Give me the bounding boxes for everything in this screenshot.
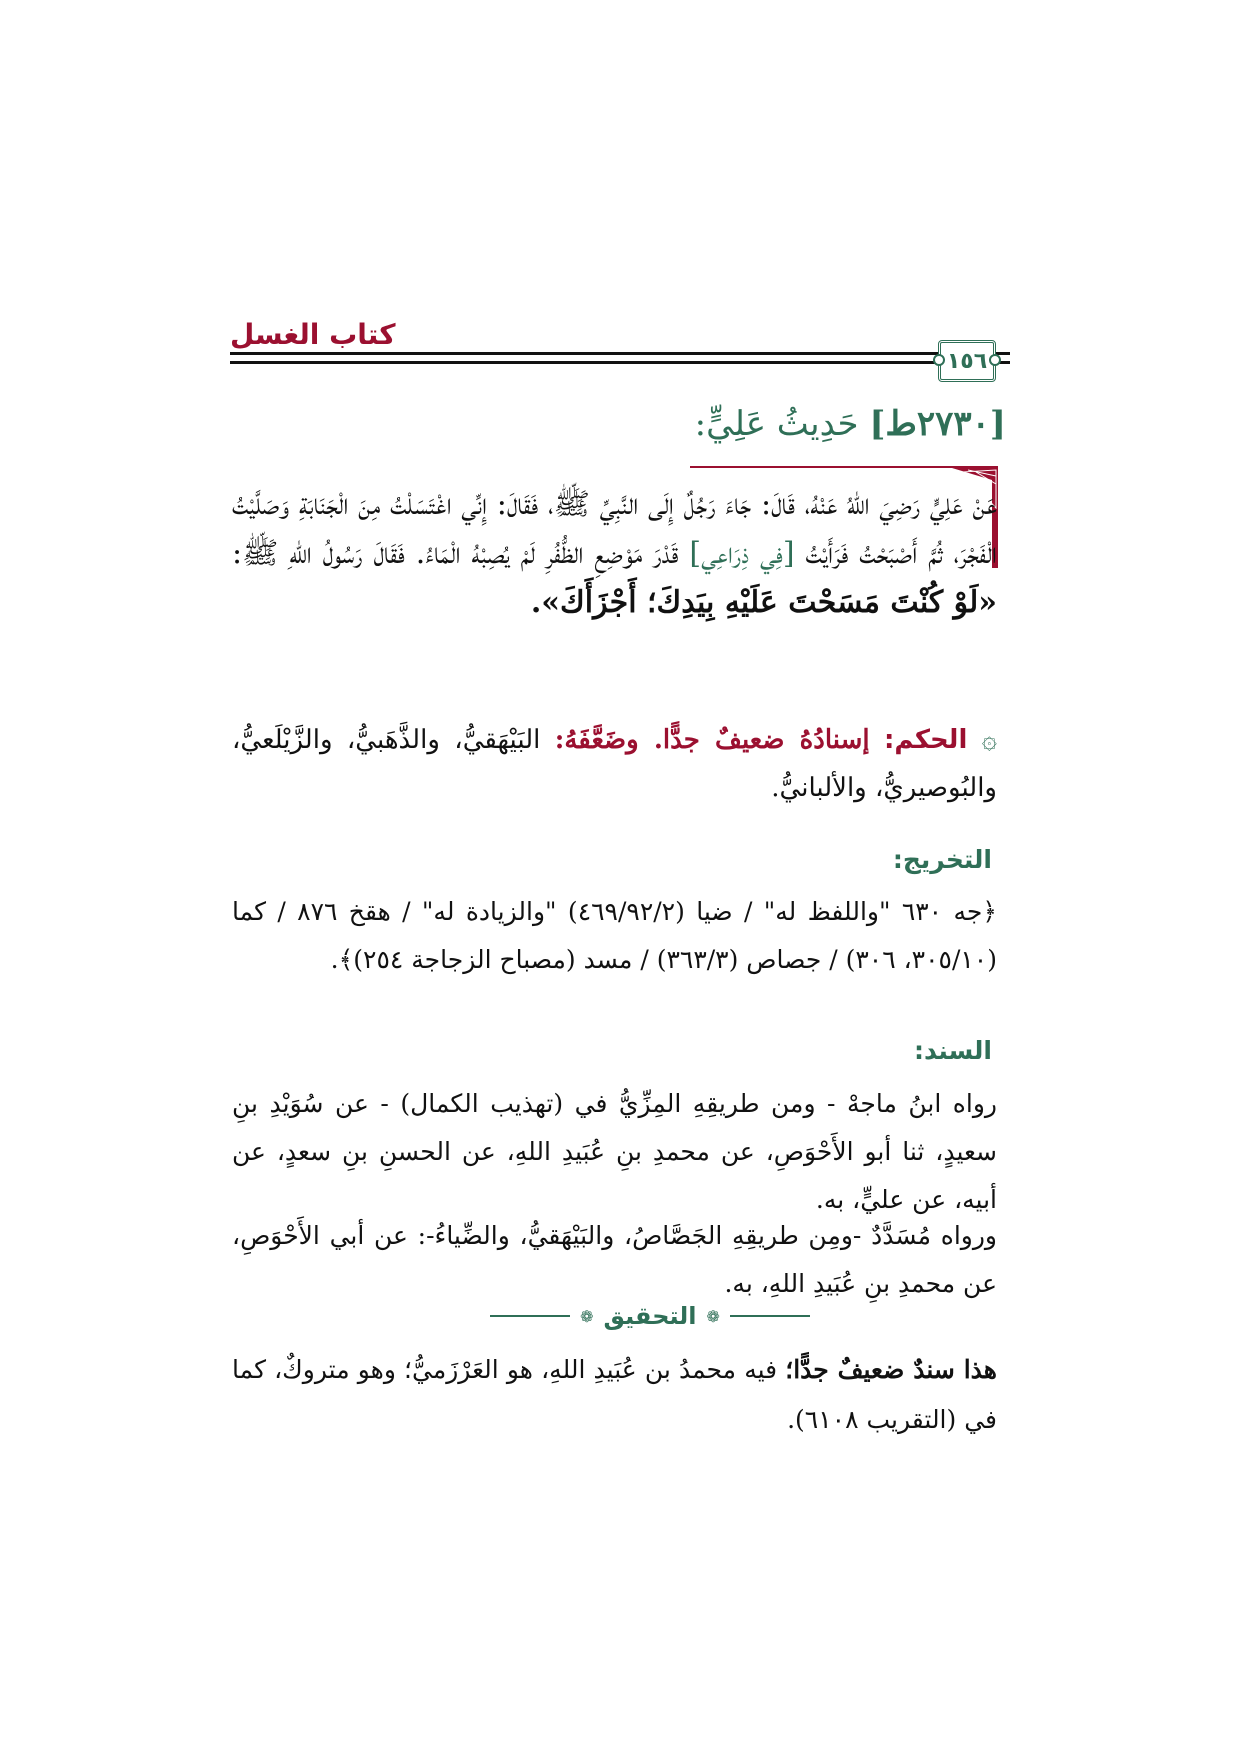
- hadith-heading: [695, 404, 1006, 444]
- tahqiq-label: التحقيق: [603, 1302, 697, 1330]
- book-title: كتاب الغسل: [230, 318, 396, 351]
- page-number: ١٥٦: [946, 348, 988, 374]
- divider-ornament-icon: ❁: [706, 1306, 720, 1326]
- divider-rule-left: [490, 1315, 570, 1317]
- sanad-paragraph-2: ورواه مُسَدَّدٌ -ومِن طريقِهِ الجَصَّاصُ، والبَيْهَقيُّ، والضِّياءُ-: عن أبي الأَحْوَصِ، عن محمدِ بنِ عُبَيدِ اللهِ، به.: [232, 1221, 997, 1298]
- hukm-label: الحكم:: [884, 725, 968, 755]
- sanad-label: السند:: [913, 1036, 992, 1065]
- page-number-badge: [938, 340, 996, 382]
- hizb-ornament-icon: ۞: [981, 725, 998, 755]
- takhrij-label: التخريج:: [892, 845, 992, 874]
- matn-part-2: قَدْرَ مَوْضِعِ الظُّفُرِ لَمْ يُصِبْهُ الْمَاءُ. فَقَالَ رَسُولُ اللهِ ﷺ:: [232, 536, 679, 571]
- sanad-paragraph-1: رواه ابنُ ماجهْ - ومن طريقِهِ المِزِّيُّ في (تهذيب الكمال) - عن سُوَيْدِ بنِ سعيدٍ، ثنا أبو الأَحْوَصِ، عن محمدِ بنِ عُبَيدِ اللهِ، عن الحسنِ بنِ سعدٍ، عن أبيه، عن عليٍّ، به.: [232, 1089, 997, 1214]
- hukm-paragraph: [232, 716, 997, 812]
- matn-addition: [فِي ذِرَاعِي]: [689, 536, 795, 571]
- tahqiq-text: فيه محمدُ بن عُبَيدِ اللهِ، هو العَرْزَميُّ؛ وهو متروكٌ، كما في (التقريب ٦١٠٨).: [232, 1355, 997, 1434]
- matn-part-1: عَنْ عَلِيٍّ رَضِيَ اللهُ عَنْهُ، قَالَ: جَاءَ رَجُلٌ إِلَى النَّبِيِّ ﷺ، فَقَالَ: إِنِّي اغْتَسَلْتُ مِنَ الْجَنَابَةِ وَصَلَّيْتُ الْفَجْرَ، ثُمَّ أَصْبَحْتُ فَرَأَيْتُ: [232, 487, 997, 571]
- tahqiq-divider: [490, 1300, 810, 1332]
- hadith-title: حَدِيثُ عَلِيٍّ:: [694, 404, 859, 444]
- hadith-number: [٢٧٣٠ط]: [869, 404, 1006, 444]
- header-rule-bottom: [230, 361, 1010, 364]
- hadith-matn: [232, 480, 997, 627]
- hukm-verdict: إسنادُهُ ضعيفٌ جدًّا. وضَعَّفَهُ:: [554, 725, 870, 755]
- divider-rule-right: [730, 1315, 810, 1317]
- takhrij-text: ﴿جه ٦٣٠ "واللفظ له" / ضيا (٤٦٩/٩٢/٢) "والزيادة له" / هقخ ٨٧٦ / كما (٣٠٥/١٠، ٣٠٦) / جصاص (٣٦٣/٣) / مسد (مصباح الزجاجة ٢٥٤)﴾.: [232, 897, 997, 974]
- hukm-text: البَيْهَقيُّ، والذَّهَبيُّ، والزَّيْلَعيُّ، والبُوصيريُّ، والألبانيُّ.: [232, 725, 997, 803]
- tahqiq-paragraph: [232, 1345, 997, 1445]
- matn-prophet-saying: «لَوْ كُنْتَ مَسَحْتَ عَلَيْهِ بِيَدِكَ؛ أَجْزَأَكَ».: [530, 585, 997, 620]
- tahqiq-verdict: هذا سندٌ ضعيفٌ جدًّا؛: [785, 1355, 997, 1384]
- divider-ornament-icon: ❁: [580, 1306, 594, 1326]
- header-rule-top: [230, 352, 1010, 355]
